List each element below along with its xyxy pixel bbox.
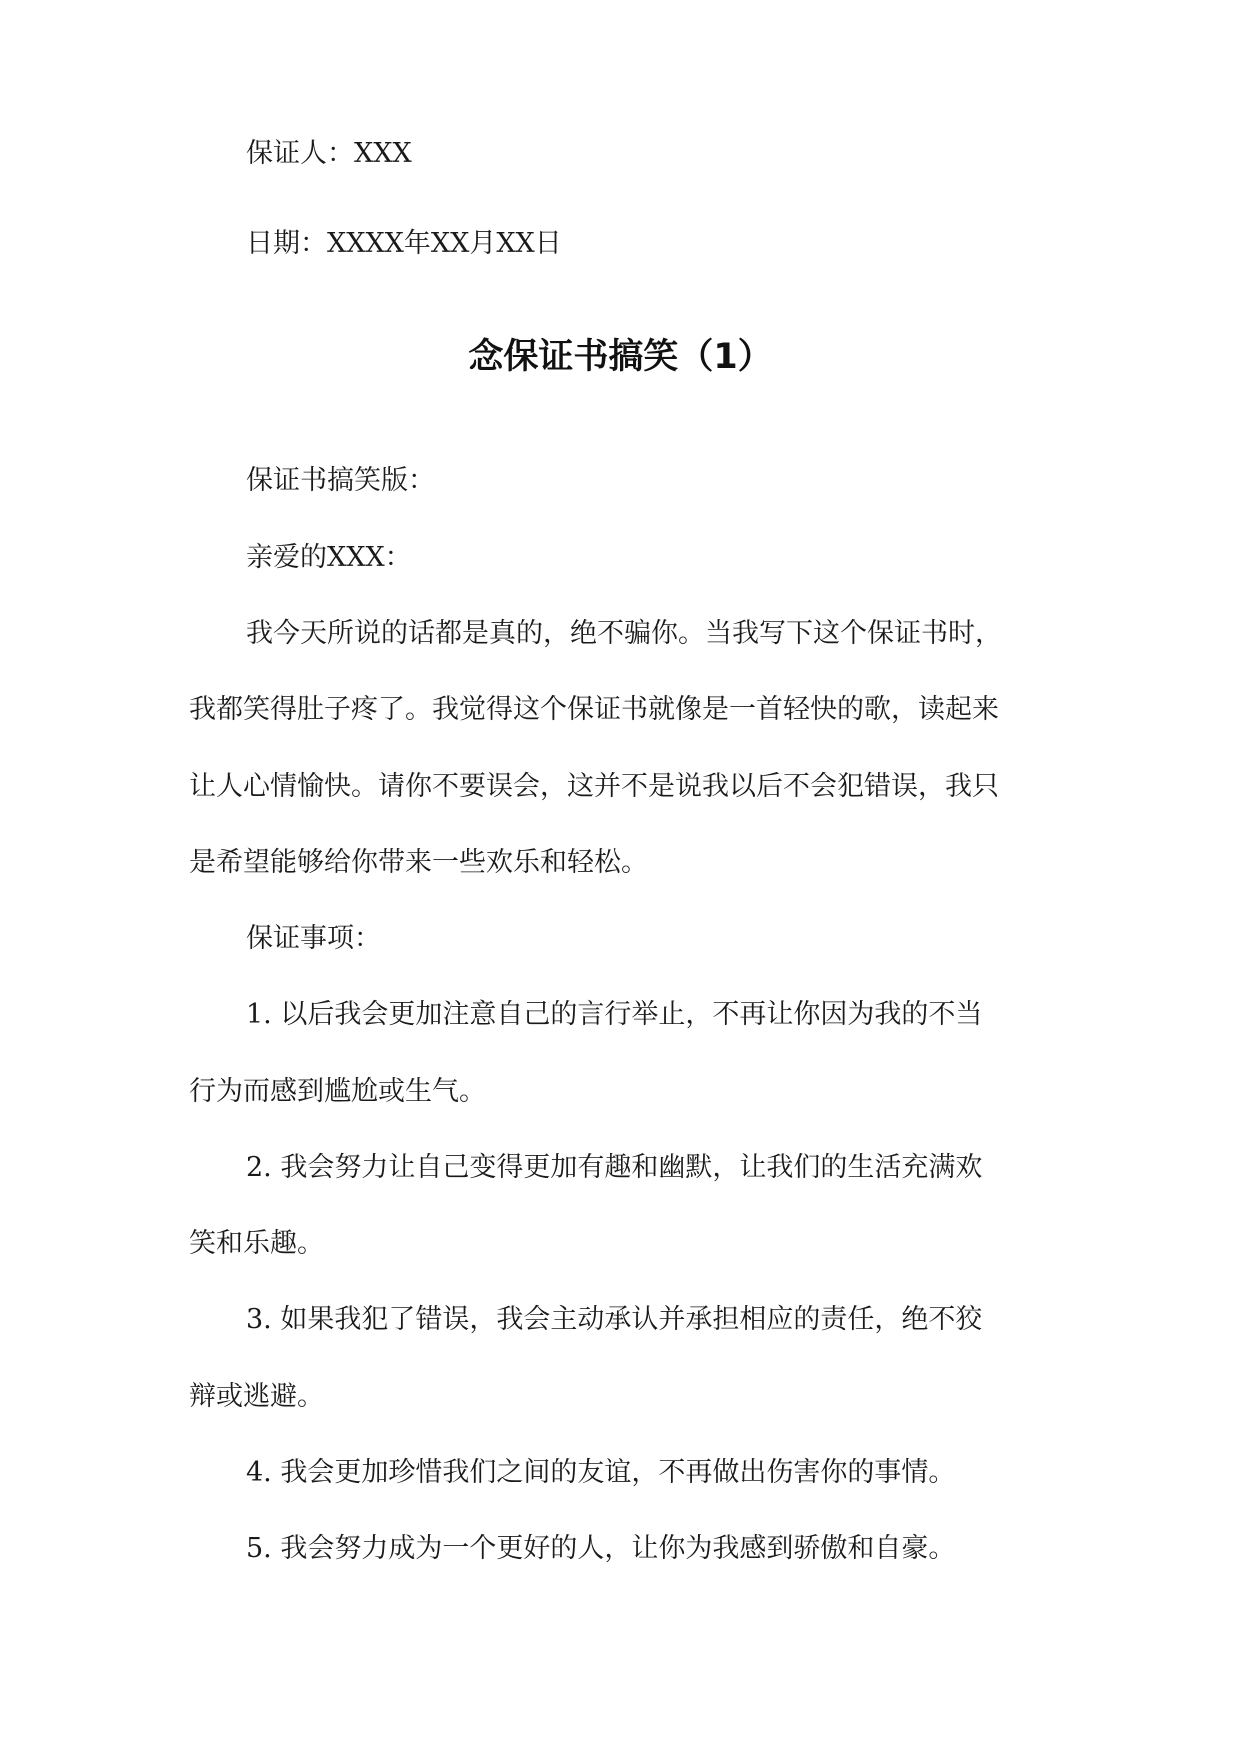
- paragraph-line: 我今天所说的话都是真的，绝不骗你。当我写下这个保证书时，: [246, 618, 1002, 649]
- list-item-line: 5. 我会努力成为一个更好的人，让你为我感到骄傲和自豪。: [246, 1533, 956, 1564]
- subtitle: 保证书搞笑版：: [246, 465, 435, 496]
- list-item-line: 1. 以后我会更加注意自己的言行举止，不再让你因为我的不当: [246, 999, 983, 1030]
- salutation: 亲爱的XXX：: [246, 542, 412, 573]
- paragraph-line: 是希望能够给你带来一些欢乐和轻松。: [189, 847, 648, 878]
- paragraph-line: 我都笑得肚子疼了。我觉得这个保证书就像是一首轻快的歌，读起来: [189, 694, 999, 725]
- document-title: 念保证书搞笑（1）: [468, 337, 773, 377]
- items-heading: 保证事项：: [246, 923, 381, 954]
- list-item-line: 笑和乐趣。: [189, 1228, 324, 1259]
- list-item-line: 行为而感到尴尬或生气。: [189, 1076, 486, 1107]
- guarantor-line: 保证人：XXX: [246, 138, 412, 169]
- list-item-line: 4. 我会更加珍惜我们之间的友谊，不再做出伤害你的事情。: [246, 1457, 956, 1488]
- list-item-line: 辩或逃避。: [189, 1381, 324, 1412]
- date-line: 日期：XXXX年XX月XX日: [246, 228, 562, 259]
- list-item-line: 2. 我会努力让自己变得更加有趣和幽默，让我们的生活充满欢: [246, 1152, 983, 1183]
- list-item-line: 3. 如果我犯了错误，我会主动承认并承担相应的责任，绝不狡: [246, 1304, 983, 1335]
- paragraph-line: 让人心情愉快。请你不要误会，这并不是说我以后不会犯错误，我只: [189, 771, 999, 802]
